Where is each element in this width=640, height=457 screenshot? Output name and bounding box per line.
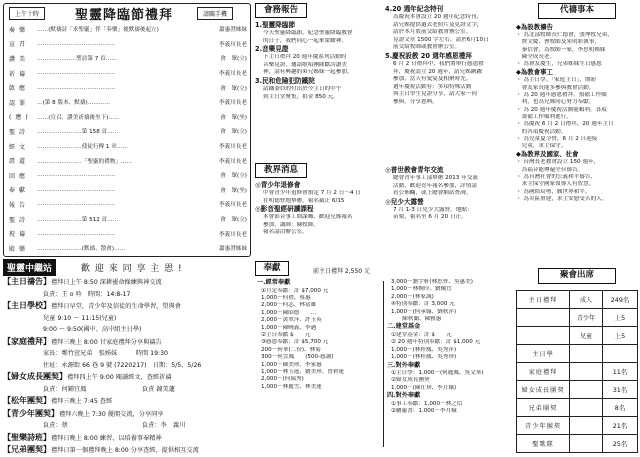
news-item-line: 神，請有興趣的弟兄姊妹一起參加。 [263, 69, 353, 76]
bullet-icon: ◎ [385, 166, 391, 174]
order-detail: …………………………………… [37, 201, 116, 208]
order-label: (應) [9, 114, 32, 122]
news-item-line: 週年慶祝活動有：多項特殊活動 [393, 83, 472, 90]
station-item-text: 負責：王 o 吟 時間：14:8-17 [43, 290, 131, 298]
station-item-text: 負責：蔡 負責：李 義川 [43, 422, 186, 429]
fund-line: 1,000－林玉蓮、劉美珍、曾碧蓮 [261, 368, 345, 375]
attendance-row [516, 309, 638, 327]
prayer-line: 秦信會，為牧師一家，李思明姊妹 [516, 46, 606, 53]
station-item-text: 9:00 ～ 9:50(國中、高中組主日學) [43, 326, 142, 333]
fund-date: 前主日禮拜 2,550 元 [313, 268, 370, 275]
prayer-line: 兒童，求主保守。 [516, 143, 567, 150]
news-item-line: 到主日堂聚集，捐金 850 元。 [263, 93, 339, 100]
order-row [9, 153, 247, 168]
attendance-label: 聖歌隊 [517, 435, 570, 452]
attendance-label: 兄弟團契 [517, 399, 570, 416]
service-time: 上午十時 [9, 7, 45, 20]
news-item-line: 下主日禮拜 20 週年慶系列活動的 [263, 54, 347, 61]
station-item [3, 336, 251, 349]
fund-line: 1,000－林婉玲、劉佩宜 [391, 286, 452, 293]
fund-line: 1,000－何禮、蔡惠 [261, 294, 311, 301]
attendance-sub [570, 417, 603, 434]
order-detail: …………………………………… [37, 230, 116, 237]
prayer-line: ・ 為災區重建，求主安慰受苦的人。 [516, 195, 608, 202]
order-row [9, 124, 247, 139]
order-leader: 李義川長老 [219, 41, 247, 48]
station-item [3, 300, 251, 313]
fund-line: 2,000－(何瑞秀) [261, 376, 304, 383]
attendance-label: 青少年團契 [517, 417, 570, 434]
phone-note: 請關手機 [197, 7, 233, 20]
fund-line: 2,000－黃翠萍、許玉英 [261, 317, 322, 324]
fund-line: 1,000－(林桂鳳、吳秀萍) [391, 346, 457, 353]
fund-line: 1,000－(林桂鳳、吳秀珍) [391, 354, 457, 361]
fund-line: 2,000－(林家誠) [391, 293, 434, 300]
station-item-head: 【兄弟團契】 [3, 445, 51, 454]
ambassador-item-title: 影音聖經研讀課程 [260, 205, 314, 214]
order-leader: 會 眾(立) [220, 173, 247, 180]
fund-line: ①月定奉獻：計 $7,000 元 [261, 287, 329, 294]
attendance-row [516, 290, 638, 309]
station-item-text: 禮拜日晚上 8:00 練習，以培養事奉精神 [51, 434, 162, 442]
station-item-head: 【松年團契】 [3, 396, 51, 405]
order-detail: ……………………使徒行傳 1 章…… [37, 144, 129, 151]
order-detail: …………………………………… [37, 70, 116, 77]
news-item-line: 請於本月底前交給教會辦公室。 [393, 29, 472, 36]
station-item [3, 348, 251, 360]
order-row [9, 168, 247, 183]
bullet-icon: ◎ [385, 197, 391, 206]
fund-line: 1,000－陳昭德 … [261, 309, 317, 316]
news-item-line: 請鐵委員的付出於今主日的中午 [263, 85, 342, 92]
prayer-line: 費文慶、曹牧師及朱明彩執事， [516, 39, 600, 46]
order-detail: ……………………「聖靈的禮物」…… [37, 158, 133, 165]
bullet-icon: ◎ [255, 181, 261, 189]
station-item-text: 禮拜三晚上 7:45 查經 [51, 398, 113, 405]
order-leader: 李義川長老 [219, 71, 247, 78]
news-item-title: 慶祝設教 20 週年感恩禮拜 [392, 51, 472, 60]
order-leader: 李義川長老 [219, 100, 247, 107]
order-row [9, 66, 247, 81]
attendance-label: 家庭禮拜 [517, 363, 570, 380]
order-detail: ……………………(默禱、散會)…… [37, 246, 126, 253]
service-title: 聖靈降臨節禮拜 [75, 8, 174, 23]
order-row [9, 197, 247, 212]
news-item-title: 音樂見證 [262, 45, 289, 54]
prayer-line: 籌備工作順利進行。 [516, 113, 572, 120]
order-row [9, 110, 247, 125]
order-detail: …(第 8 版本、默禱)………… [37, 100, 111, 107]
news-item-head [255, 21, 381, 30]
attendance-value: 8名 [614, 404, 626, 412]
news-item-line: 音樂見證，邀請歌唱團隊獻詩讚美 [263, 61, 347, 68]
news-item-line: 的日子，我們同心一起來榮耀神。 [263, 37, 347, 44]
order-leader: 李義川長老 [219, 231, 247, 238]
attendance-title: 聚會出席 [538, 268, 616, 284]
prayer-group-head [516, 23, 638, 32]
news-item-title: 民和危險犯防鐵院 [262, 76, 315, 85]
news-item-head [255, 45, 381, 54]
prayer-line: ・ 為兒童夏令營，6 月 2 日迎接 [516, 135, 598, 142]
order-leader: 會 眾(立) [220, 85, 247, 92]
order-leader: 蕭惠澄姊妹 [219, 27, 247, 34]
order-label: 宣召 [9, 41, 30, 49]
news-title: 會務報告 [255, 3, 307, 18]
attendance-label: 主日禮拜 [517, 291, 570, 308]
attendance-table [516, 290, 638, 453]
news-item-line: 前交給牧師或教會辦公室。 [393, 44, 461, 51]
order-leader: 李義川長老 [219, 144, 247, 151]
station-item-text: 家長：鄭竹萱兄弟 張姊妹 時間 19:30 [43, 350, 168, 357]
fund-line: ①事工奉獻：1,000－林之信 [391, 400, 463, 407]
prayer-line: 的各項慶祝活動。 [516, 128, 567, 135]
attendance-sub [570, 345, 603, 362]
station-item [3, 371, 251, 384]
station-item-text: 禮拜六晚上 7:30 優閒交流，分享同享 [59, 410, 164, 418]
youth-item-head [385, 166, 511, 175]
order-row [9, 183, 247, 198]
bullet-icon: ◆ [516, 150, 521, 159]
news-item-line: 參加，當天有愛宴及相聚時光。 [393, 76, 472, 83]
station-item-head: 【家庭禮拜】 [3, 336, 51, 346]
worship-order-panel [3, 3, 251, 257]
fund-line: 1,000－林麗雪、林美蓮 [261, 383, 322, 390]
order-detail: ……………………第 512 首…… [37, 217, 119, 224]
news-panel [255, 3, 513, 449]
order-label: 聖詩 [9, 216, 30, 224]
ambassador-title: 教界消息 [255, 163, 307, 178]
ambassador-item-line: 參加，講師：陳牧師。 [263, 221, 319, 228]
fund-section-head: 二.建堂基金 [387, 323, 421, 331]
news-item-line: 拜，慶祝設立 20 週年，請兄姊踴躍 [393, 68, 482, 75]
order-row [9, 212, 247, 227]
station-item-text: 住址：永源街 66 巷 9 號 (7220217) 日期：5/5、5/26 [43, 361, 202, 369]
station-item [3, 384, 251, 396]
news-item-head [385, 52, 511, 61]
fund-line: ④特別奉獻：計 3,000 元 [391, 301, 455, 308]
ambassador-item-line: 本會影音事工開課囉，歡迎兄姊報名 [263, 214, 353, 221]
order-row [9, 37, 247, 52]
news-item-head [255, 77, 381, 86]
attendance-row [516, 399, 638, 417]
order-rows [9, 22, 247, 256]
station-item-head: 【聖樂詩班】 [3, 432, 51, 442]
attendance-label [517, 309, 570, 326]
attendance-row [516, 363, 638, 381]
prayer-line: ・ 為會友慶生，兄弟姊妹生日感恩 [516, 61, 602, 68]
order-label: 殿樂 [9, 245, 30, 253]
fund-line: 3,000－劉宇軒(林思齊、吳惠美) [391, 279, 473, 285]
ambassador-item-line: 在明德營地舉辦，報名截止 6/15 [263, 197, 345, 204]
order-label: 報告 [9, 201, 30, 209]
prayer-group-head [516, 68, 638, 77]
prayer-line: 陳全成長老。 [516, 53, 556, 60]
attendance-row [516, 435, 638, 453]
order-leader: 會 眾(立) [220, 217, 247, 224]
fund-line: 1,000－陳美珍、李家惠 [261, 361, 322, 368]
attendance-row [516, 381, 638, 399]
fund-section-head: 三.對外奉獻 [387, 361, 421, 369]
attendance-row [516, 327, 638, 345]
order-detail: …………………聖詩第 7 首…… [37, 56, 117, 63]
news-item-num: 3. [255, 76, 263, 85]
attendance-label: 婦女成長團契 [517, 381, 570, 398]
news-item-line: 為慶祝本會設立 20 週年紀念特刊， [393, 14, 482, 20]
attendance-value: 上5 [614, 332, 626, 340]
fund-line: ②主日奉獻 $ 元 [261, 331, 311, 338]
station-item-text: 禮拜三晚上 8:00 甘家庭禮拜分享與禱告 [51, 338, 162, 346]
fund-line: ①主日學：1,000－(何麗鳳、吳文華) [391, 370, 484, 377]
news-item-line: 參與，分享恩典。 [393, 98, 438, 105]
youth-item-head [385, 198, 511, 207]
order-leader: 李義川長老 [219, 202, 247, 209]
prayer-line: 為福音能傳遍全台禱告。 [516, 166, 584, 173]
station-item-text: 禮拜日第一個禮拜晚上 8:00 分享查經，提供相互交流 [51, 447, 199, 454]
order-leader: 會 眾(坐) [220, 187, 247, 194]
news-item-line: 與主日學生見證分享，請大家一同 [393, 91, 477, 98]
attendance-sub [570, 381, 603, 398]
station-item [3, 360, 251, 372]
order-label: 讚美 [9, 55, 30, 63]
youth-item-title: 兒少大露營 [390, 197, 424, 206]
youth-item-line: 看公佈欄，或上總會網站查詢。 [393, 190, 472, 197]
station-item [3, 289, 251, 301]
prayer-line: ・ 為慶祝 6 月 2 日禮拜，20 週年主日 [516, 121, 614, 128]
attendance-label: 主日學 [517, 345, 570, 362]
news-item-num: 4. [385, 5, 393, 13]
station-item-text: 兒童 9:10 ～ 11:15(兒童) [43, 314, 117, 322]
fund-line: 200－何華(二份)、林菊 [261, 346, 321, 353]
fund-line: ②屬靈書：1,000－李月娥 [391, 408, 457, 415]
station-item-head: 【主日學校】 [3, 301, 51, 310]
order-label: 回應 [9, 172, 30, 180]
station-welcome: 歡 迎 來 同 享 主 恩 ! [81, 264, 183, 274]
attendance-sub: 兒童 [570, 327, 603, 344]
attendance-value: 上5 [614, 314, 626, 322]
order-label: 聖詩 [9, 128, 30, 136]
order-label: 奏樂 [9, 26, 30, 34]
attendance-value: 11名 [612, 368, 628, 376]
order-detail: ……………………第 158 首…… [37, 129, 119, 136]
ambassador-item-line: 報名請洽辦公室。 [263, 229, 308, 236]
order-leader: 會 眾(坐) [220, 114, 247, 121]
station-item-text: 禮拜四上午 9:00 閱讀經文、查經祈禱 [67, 374, 172, 381]
bullet-icon: ◆ [516, 23, 521, 31]
youth-item-line: 活動，歡迎青年報名參加，詳情請 [393, 182, 477, 189]
fund-line: ③感恩奉獻：計 $5,700 元 [261, 339, 329, 346]
news-item-line: 今天聖靈降臨節，紀念聖靈降臨教會 [263, 30, 353, 36]
order-detail: …………………………………… [37, 84, 116, 91]
station-item-head: 【主日禱告】 [3, 277, 51, 286]
prayer-group-title: 為教界及國家、社會 [520, 150, 579, 159]
attendance-row [516, 417, 638, 435]
news-item-num: 1. [255, 21, 263, 29]
fund-line: 1,000－陳曉義、李邁 [261, 324, 317, 331]
station-item [3, 432, 251, 445]
fund-line: 1,000－(何承翰、劉秋萍) [391, 308, 457, 315]
station-item [3, 324, 251, 336]
attendance-value: 249名 [610, 296, 630, 304]
order-row [9, 95, 247, 110]
youth-item-line: 總會青年事工部舉辦 2013 年交流 [393, 175, 478, 181]
station-items [3, 276, 251, 457]
attendance-row [516, 345, 638, 363]
youth-item-title: 普世教會青年交流 [390, 166, 444, 174]
prayer-line: ・ 為國際局勢，願世界和平。 [516, 188, 591, 195]
news-item-line: 6 月 2 日禮拜中，我們將舉行感恩禮 [393, 60, 484, 67]
ambassador-item-line: 中會青少年退修會預定 7 月 2 日～4 日 [263, 190, 361, 196]
fund-line: 1,000－(陳仕珍、李月娥) [391, 384, 457, 391]
youth-item-line: 苗栗，報名至 6 月 20 日止。 [393, 214, 467, 221]
prayer-group-title: 為設教禱告 [520, 23, 553, 31]
order-label: 經文 [9, 143, 30, 151]
station-item [3, 444, 251, 457]
order-row [9, 226, 247, 241]
station-item [3, 395, 251, 408]
news-item-num: 5. [385, 51, 393, 60]
fund-line: 陳秋蘭、陳雅惠 [391, 316, 442, 323]
fund-line: ①建堂基金：計 $ 元 [391, 331, 452, 338]
station-item-text: 負責：何鍾宜鳳 負責 鐘美蓮 [43, 385, 175, 393]
order-row [9, 241, 247, 256]
news-item-line: 見證文章 1500 字左右，請於6月10日 [393, 36, 489, 43]
prayer-group-head [516, 150, 638, 159]
attendance-sub: 成人 [570, 291, 603, 308]
station-item [3, 276, 251, 289]
station-item-text: 禮拜日上午 8:50 深耕靈命操練與神交流 [51, 279, 162, 286]
fund-line: 2,000－何志、林富雄 [261, 302, 317, 309]
station-item-text: 禮拜日早堂，青少年及信徒的生命學習，望與會 [51, 303, 181, 310]
fund-title: 奉獻 [255, 261, 289, 276]
attendance-value: 31名 [612, 386, 628, 394]
bullet-icon: ◆ [516, 68, 521, 77]
order-label: 認罪 [9, 99, 30, 107]
news-item-head [385, 5, 511, 14]
prayer-line: ・ 為主日學。「家庭主日」，期盼 [516, 77, 597, 84]
order-leader: 蕭惠澄姊妹 [219, 246, 247, 253]
station-title: 聖靈中繼站 [3, 259, 56, 276]
attendance-sub: 青少年 [570, 309, 603, 326]
station-panel [3, 259, 251, 454]
prayer-line: ・ 為北部牧師長仁德會，張坤牧兄弟， [516, 32, 613, 38]
prayer-line: ・ 為 20 週年慶祝活動能順利，各項 [516, 106, 607, 113]
prayer-title: 代禱事本 [538, 3, 616, 19]
order-leader: 李義川長老 [219, 158, 247, 165]
attendance-sub [570, 399, 603, 416]
station-item-head: 【青少年團契】 [3, 408, 59, 418]
attendance-value [603, 345, 637, 362]
order-detail: ……(默禱詩「求聖靈」伴「奏樂」後默禱後起立) [37, 27, 159, 34]
fund-line: ②婦女成長團契 [391, 377, 430, 384]
station-item [3, 420, 251, 432]
order-row [9, 80, 247, 95]
prayer-panel [516, 3, 638, 265]
news-item-line: 請兄姊提供過去老照片及見證文字， [393, 21, 483, 28]
station-item [3, 313, 251, 325]
prayer-line: ・ 台灣長老教會設立 150 週年， [516, 159, 600, 166]
bullet-icon: ◎ [255, 205, 261, 214]
prayer-group-title: 為教會事工 [520, 68, 553, 77]
attendance-sub [570, 435, 603, 452]
station-item [3, 408, 251, 421]
order-detail: …………………………………… [37, 186, 116, 193]
attendance-value: 25名 [612, 440, 628, 448]
attendance-label [517, 327, 570, 344]
order-row [9, 22, 247, 37]
order-label: 祝禱 [9, 231, 30, 239]
prayer-line: 求主保守國家領導人有智慧。 [516, 181, 595, 188]
attendance-panel [516, 268, 638, 449]
order-row [9, 139, 247, 154]
fund-line: 300－何雲鳳 (500-感謝) [261, 354, 334, 361]
attendance-sub [570, 363, 603, 380]
order-leader: 會 眾(立) [220, 129, 247, 136]
order-label: 證道 [9, 158, 30, 166]
fund-section-head: 一.經常奉獻 [257, 279, 291, 286]
order-detail: …………………………………… [37, 40, 116, 47]
order-label: 奉獻 [9, 187, 30, 195]
fund-line: ② 20 週年特別奉獻：計 $1,000 元 [391, 339, 481, 346]
station-item-head: 【婦女成長團契】 [3, 372, 67, 381]
prayer-line: 利，也為兄姊同心努力奉獻。 [516, 99, 595, 106]
youth-item-line: 7 月 1-3 日兒少大露營，地點： [393, 206, 473, 213]
order-label: 啟應 [9, 85, 30, 93]
prayer-line: ・ 為 20 週年感恩禮拜，預備工作順 [516, 92, 607, 99]
order-row [9, 51, 247, 66]
order-label: 祈禱 [9, 70, 30, 78]
news-item-num: 2. [255, 45, 263, 54]
ambassador-item-title: 青少年退修會 [260, 181, 301, 189]
order-detail: ……(宣召、讚美祈禱後坐下)…… [37, 114, 120, 121]
news-item-title: 聖靈降臨節 [262, 21, 296, 29]
news-item-title: 20 週年紀念特刊 [392, 5, 444, 13]
fund-section-head: 四.對外奉獻 [387, 392, 421, 400]
ambassador-item-head [255, 205, 381, 214]
order-leader: 會 眾(立) [220, 56, 247, 63]
attendance-value: 21名 [612, 422, 628, 430]
order-detail: …………………………………… [37, 172, 116, 179]
prayer-line: ・ 為台灣社會的公義和平禱告， [516, 174, 597, 181]
ambassador-item-head [255, 181, 381, 190]
prayer-line: 會友家長能多參與教會活動。 [516, 84, 595, 91]
